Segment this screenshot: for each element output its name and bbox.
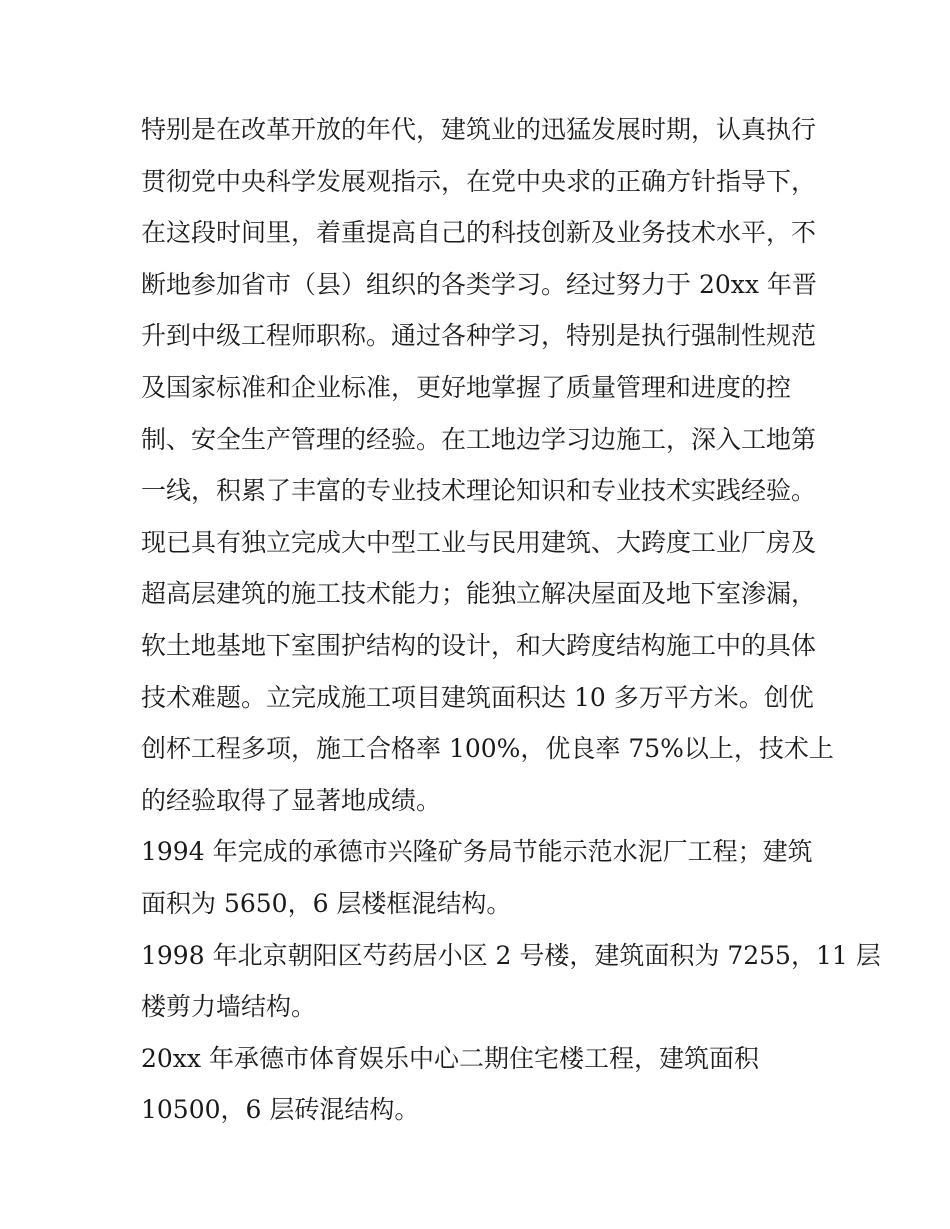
text-line: 10500，6 层砖混结构。 bbox=[141, 1095, 420, 1125]
document-body bbox=[141, 104, 881, 1136]
text-line: 在这段时间里，着重提高自己的科技创新及业务技术水平，不 bbox=[141, 218, 817, 248]
text-line: 1998 年北京朝阳区芍药居小区 2 号楼，建筑面积为 7255，11 层 bbox=[141, 940, 881, 970]
text-line: 贯彻党中央科学发展观指示，在党中央求的正确方针指导下， bbox=[141, 166, 817, 196]
text-line: 20xx 年承德市体育娱乐中心二期住宅楼工程，建筑面积 bbox=[141, 1043, 759, 1073]
text-line: 的经验取得了显著地成绩。 bbox=[141, 785, 442, 815]
text-line: 制、安全生产管理的经验。在工地边学习边施工，深入工地第 bbox=[141, 424, 817, 454]
text-line: 及国家标准和企业标准，更好地掌握了质量管理和进度的控 bbox=[141, 372, 792, 402]
text-line: 1994 年完成的承德市兴隆矿务局节能示范水泥厂工程；建筑 bbox=[141, 837, 813, 867]
text-line: 创杯工程多项，施工合格率 100%，优良率 75%以上，技术上 bbox=[141, 734, 834, 764]
text-line: 一线，积累了丰富的专业技术理论知识和专业技术实践经验。 bbox=[141, 476, 817, 506]
text-line: 现已具有独立完成大中型工业与民用建筑、大跨度工业厂房及 bbox=[141, 527, 817, 557]
text-line: 楼剪力墙结构。 bbox=[141, 992, 317, 1022]
text-line: 面积为 5650，6 层楼框混结构。 bbox=[141, 888, 512, 918]
text-line: 超高层建筑的施工技术能力；能独立解决屋面及地下室渗漏， bbox=[141, 579, 817, 609]
text-line: 特别是在改革开放的年代，建筑业的迅猛发展时期，认真执行 bbox=[141, 115, 817, 144]
text-line: 技术难题。立完成施工项目建筑面积达 10 多万平方米。创优 bbox=[141, 682, 814, 712]
text-line: 断地参加省市（县）组织的各类学习。经过努力于 20xx 年晋 bbox=[141, 269, 817, 299]
text-line: 软土地基地下室围护结构的设计，和大跨度结构施工中的具体 bbox=[141, 630, 817, 660]
text-line: 升到中级工程师职称。通过各种学习，特别是执行强制性规范 bbox=[141, 321, 817, 351]
